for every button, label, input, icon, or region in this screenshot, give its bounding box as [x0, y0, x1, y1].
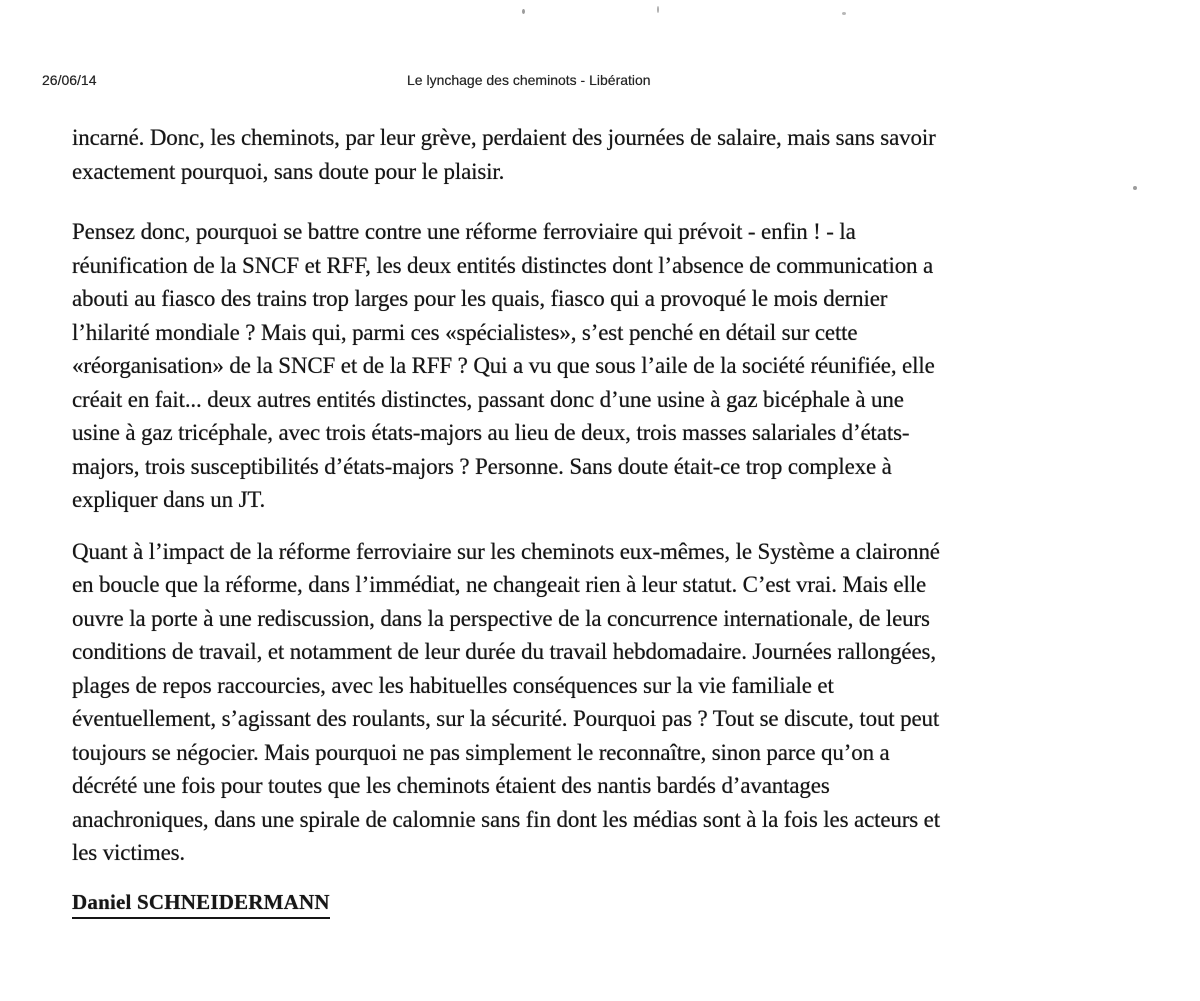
text-line: plages de repos raccourcies, avec les habituelles conséquences sur la vie familiale et: [72, 672, 834, 698]
print-header: [0, 72, 1200, 94]
text-line: Pensez donc, pourquoi se battre contre une réforme ferroviaire qui prévoit - enfin ! - la: [72, 219, 856, 244]
text-line: en boucle que la réforme, dans l’immédiat, ne changeait rien à leur statut. C’est vrai. Mais elle: [72, 572, 927, 597]
text-line: usine à gaz tricéphale, avec trois états-majors au lieu de deux, trois masses salariales d’états-: [72, 420, 910, 445]
text-line: ouvre la porte à une rediscussion, dans la perspective de la concurrence internationale, de leurs: [72, 605, 930, 631]
text-line: exactement pourquoi, sans doute pour le plaisir.: [72, 158, 505, 184]
text-line: les victimes.: [72, 840, 186, 865]
text-line: l’hilarité mondiale ? Mais qui, parmi ces «spécialistes», s’est penché en détail sur cette: [72, 319, 858, 345]
scan-artifact: [522, 9, 525, 14]
text-line: créait en fait... deux autres entités distinctes, passant donc d’une usine à gaz bicéphale à une: [72, 386, 904, 412]
print-date: 26/06/14: [42, 72, 97, 88]
paragraph-3: [72, 535, 1132, 870]
scan-artifact: [1133, 186, 1137, 190]
text-line: incarné. Donc, les cheminots, par leur grève, perdaient des journées de salaire, mais sans savoir: [72, 125, 936, 150]
scan-artifact: [842, 12, 846, 15]
text-line: expliquer dans un JT.: [72, 487, 266, 512]
paragraph-2: [72, 215, 1132, 517]
text-line: Quant à l’impact de la réforme ferroviaire sur les cheminots eux-mêmes, le Système a claironné: [72, 538, 940, 564]
text-line: majors, trois susceptibilités d’états-majors ? Personne. Sans doute était-ce trop complexe à: [72, 453, 892, 479]
text-line: anachroniques, dans une spirale de calomnie sans fin dont les médias sont à la fois les acteurs et: [72, 806, 940, 832]
text-line: «réorganisation» de la SNCF et de la RFF ? Qui a vu que sous l’aile de la société réunifiée, elle: [72, 353, 935, 378]
text-line: abouti au fiasco des trains trop larges pour les quais, fiasco qui a provoqué le mois dernier: [72, 286, 888, 311]
scan-artifact: [657, 6, 659, 13]
text-line: décrété une fois pour toutes que les cheminots étaient des nantis bardés d’avantages: [72, 773, 830, 798]
paragraph-1: [72, 121, 1132, 188]
text-line: conditions de travail, et notamment de leur durée du travail hebdomadaire. Journées rallongées,: [72, 639, 936, 664]
article-body: [72, 121, 1132, 919]
text-line: réunification de la SNCF et RFF, les deux entités distinctes dont l’absence de communication a: [72, 252, 934, 278]
author-signature: Daniel SCHNEIDERMANN: [72, 890, 330, 919]
text-line: toujours se négocier. Mais pourquoi ne pas simplement le reconnaître, sinon parce qu’on a: [72, 739, 890, 765]
text-line: éventuellement, s’agissant des roulants, sur la sécurité. Pourquoi pas ? Tout se discute, tout peut: [72, 706, 940, 731]
print-title: Le lynchage des cheminots - Libération: [407, 72, 651, 88]
